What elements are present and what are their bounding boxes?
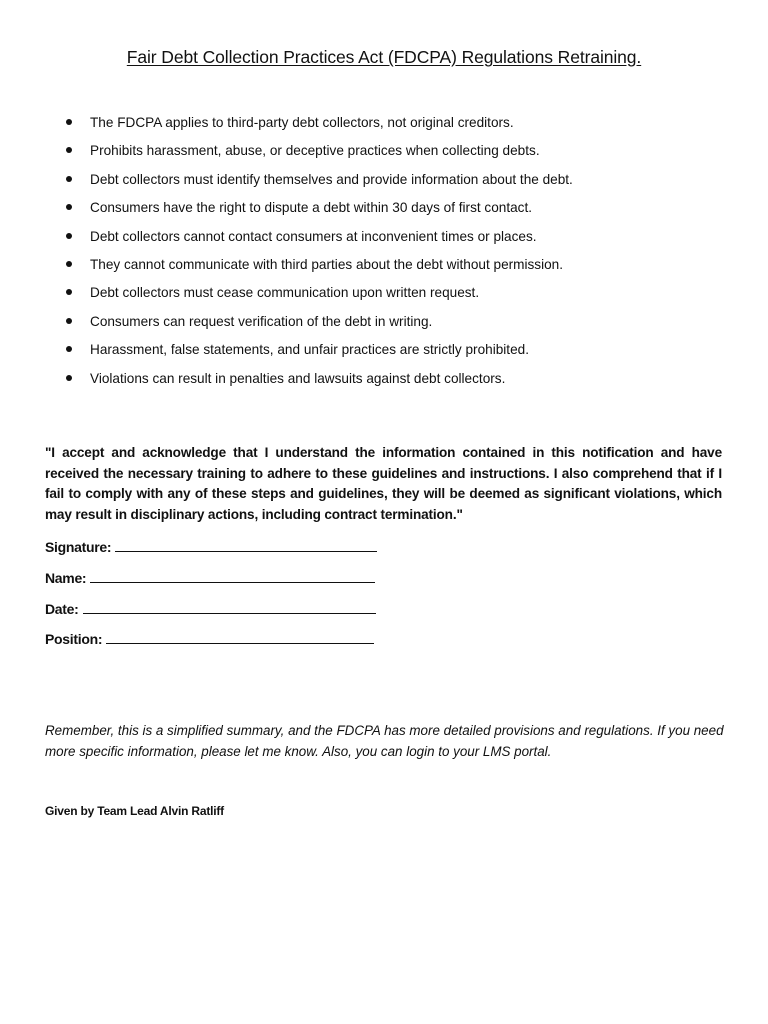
bullet-icon bbox=[66, 204, 72, 210]
date-label: Date: bbox=[45, 601, 79, 617]
list-item bbox=[60, 170, 573, 198]
summary-note: Remember, this is a simplified summary, and the FDCPA has more detailed provisions and regulations. If you need more specific information, please let me know. Also, you can login to your LMS portal. bbox=[45, 723, 724, 759]
bullet-icon bbox=[66, 289, 72, 295]
given-by: Given by Team Lead Alvin Ratliff bbox=[45, 804, 224, 818]
bullet-icon bbox=[66, 346, 72, 352]
acknowledgement-statement: "I accept and acknowledge that I understand the information contained in this notification and have received the necessary training to adhere to these guidelines and instructions. I also comprehend that if I fail to comply with any of these steps and guidelines, they will be deemed as significant violations, which may result in disciplinary actions, including contract termination." bbox=[45, 445, 722, 522]
list-item bbox=[60, 340, 573, 368]
date-field bbox=[45, 599, 376, 617]
bullet-icon bbox=[66, 233, 72, 239]
bullet-icon bbox=[66, 119, 72, 125]
list-item-text: Debt collectors cannot contact consumers at inconvenient times or places. bbox=[90, 228, 537, 244]
list-item-text: The FDCPA applies to third-party debt collectors, not original creditors. bbox=[90, 115, 514, 130]
list-item bbox=[60, 227, 573, 255]
position-field bbox=[45, 629, 374, 647]
bullet-icon bbox=[66, 318, 72, 324]
name-label: Name: bbox=[45, 570, 87, 586]
list-item bbox=[60, 283, 573, 311]
bullet-icon bbox=[66, 375, 72, 381]
list-item bbox=[60, 312, 573, 340]
list-item-text: Violations can result in penalties and lawsuits against debt collectors. bbox=[90, 370, 506, 386]
list-item bbox=[60, 141, 573, 169]
list-item-text: Debt collectors must cease communication upon written request. bbox=[90, 285, 480, 301]
list-item-text: Prohibits harassment, abuse, or deceptive practices when collecting debts. bbox=[90, 143, 540, 159]
list-item-text: Consumers have the right to dispute a debt within 30 days of first contact. bbox=[90, 200, 533, 216]
list-item-text: They cannot communicate with third parties about the debt without permission. bbox=[90, 256, 564, 272]
signature-label: Signature: bbox=[45, 539, 112, 555]
bullet-icon bbox=[66, 261, 72, 267]
signature-field bbox=[45, 537, 377, 555]
regulation-list bbox=[60, 113, 573, 397]
list-item-text: Consumers can request verification of the debt in writing. bbox=[90, 313, 433, 329]
name-field bbox=[45, 568, 375, 586]
date-line bbox=[83, 599, 376, 614]
list-item bbox=[60, 369, 573, 397]
list-item-text: Debt collectors must identify themselves and provide information about the debt. bbox=[90, 171, 573, 187]
list-item-text: Harassment, false statements, and unfair practices are strictly prohibited. bbox=[90, 342, 529, 358]
document-title: Fair Debt Collection Practices Act (FDCPA) Regulations Retraining. bbox=[126, 47, 642, 67]
position-label: Position: bbox=[45, 631, 103, 647]
position-line bbox=[106, 629, 374, 644]
list-item bbox=[60, 113, 573, 141]
signature-line bbox=[115, 537, 377, 552]
list-item bbox=[60, 198, 573, 226]
list-item bbox=[60, 255, 573, 283]
name-line bbox=[90, 568, 375, 583]
bullet-icon bbox=[66, 147, 72, 153]
bullet-icon bbox=[66, 176, 72, 182]
